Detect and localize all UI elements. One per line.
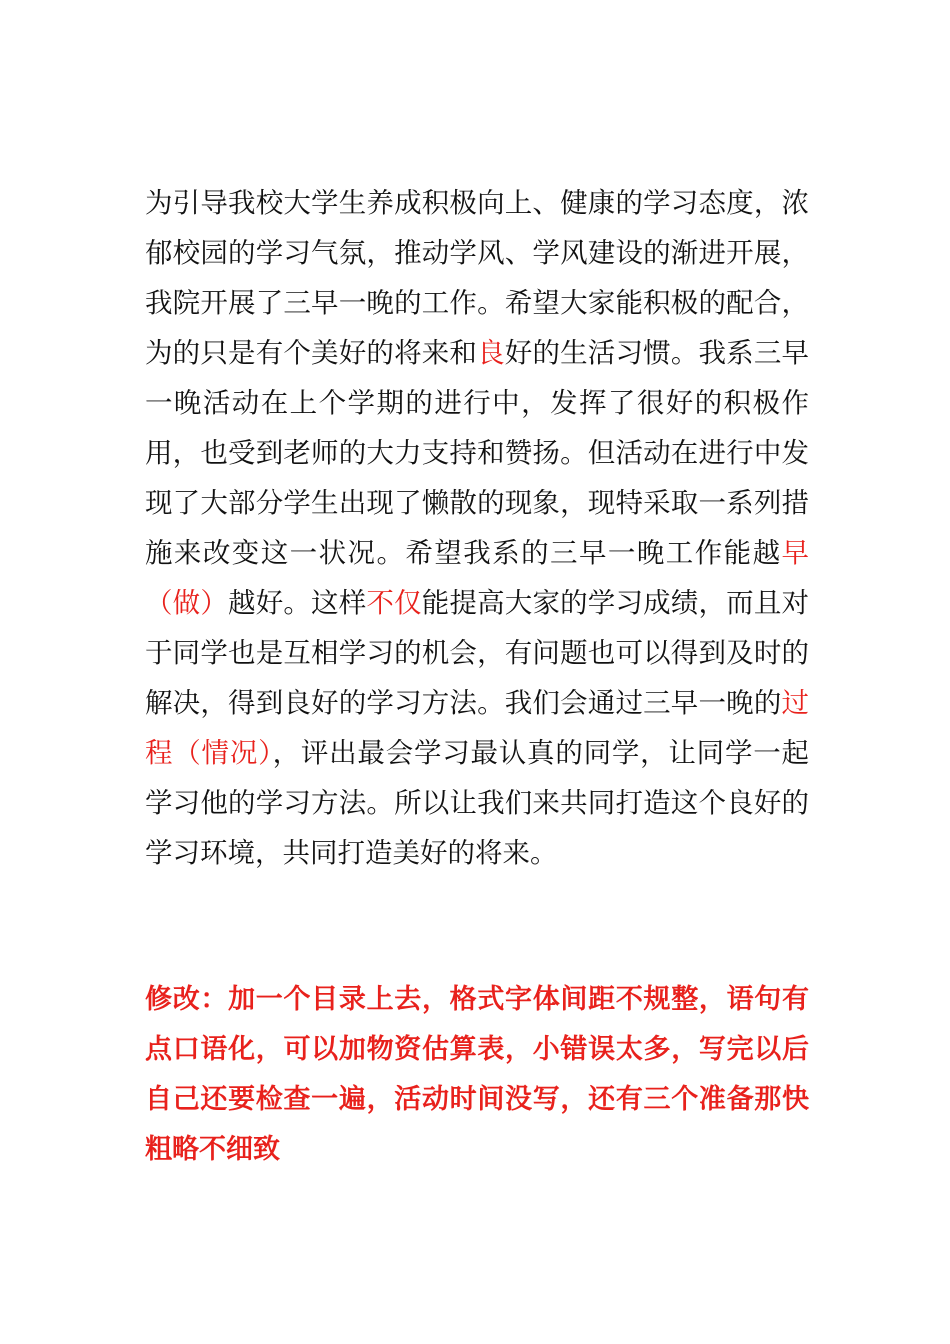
body-text-segment: 好的生活习惯。我系三早一晚活动在上个学期的进行中，发挥了很好的积极作用，也受到老师的大力支持和赞扬。但活动在进行中发现了大部分学生出现了懒散的现象，现特采取一系列措施来改变这一状况。希望我系的三早一晚工作能越 — [145, 337, 810, 569]
highlighted-correction: 不仅 — [366, 587, 422, 619]
body-text-segment: 为引导我校大学生养成积极向上、健康的学习态度，浓郁校园的学习气氛，推动学风、学风建设的渐进开展，我院开展了三早一晚的工作。希望大家能积极的配合，为的只是有个美好的将来和 — [145, 187, 809, 369]
revision-note: 修改：加一个目录上去，格式字体间距不规整，语句有点口语化，可以加物资估算表，小错误太多，写完以后自己还要检查一遍，活动时间没写，还有三个准备那快粗略不细致 — [145, 984, 809, 1165]
body-text-segment: 越好。这样 — [228, 587, 367, 619]
highlighted-correction: 早（做） — [145, 537, 809, 619]
highlighted-correction: 良 — [477, 337, 505, 369]
body-paragraph — [145, 178, 809, 878]
highlighted-correction: 过程（情况） — [145, 687, 809, 769]
body-text-segment: 能提高大家的学习成绩，而且对于同学也是互相学习的机会，有问题也可以得到及时的解决，得到良好的学习方法。我们会通过三早一晚的 — [145, 587, 810, 719]
body-text-segment: ，评出最会学习最认真的同学，让同学一起学习他的学习方法。所以让我们来共同打造这个良好的学习环境，共同打造美好的将来。 — [145, 737, 809, 869]
